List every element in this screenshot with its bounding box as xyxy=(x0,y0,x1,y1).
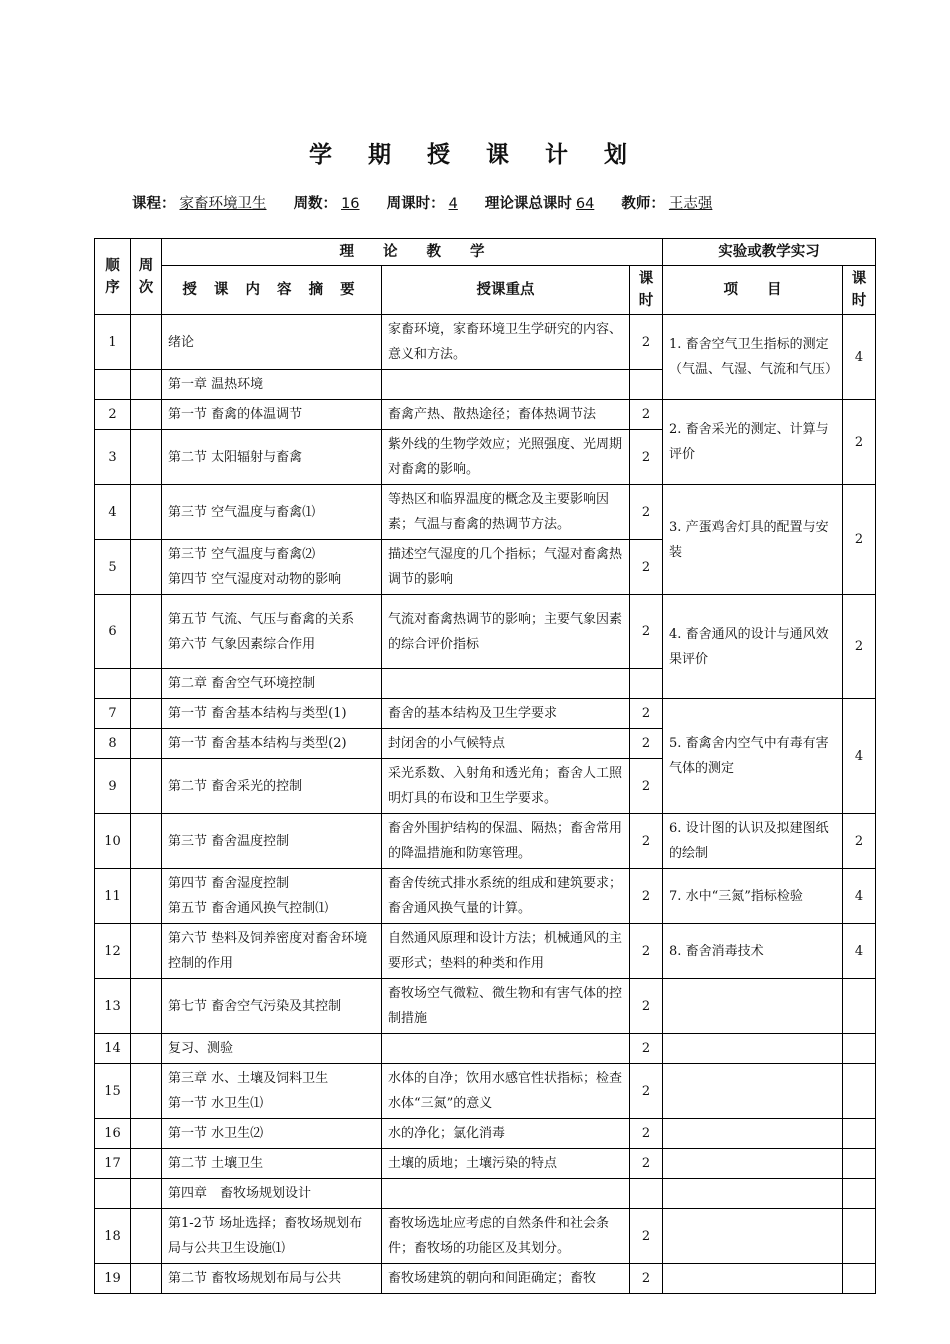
lab-hours: 2 xyxy=(843,595,876,699)
table-row xyxy=(95,869,876,924)
row-content: 第三节 空气温度与畜禽⑴ xyxy=(162,485,382,540)
row-number: 8 xyxy=(95,729,131,759)
course-value: 家畜环境卫生 xyxy=(179,196,267,212)
row-hours: 2 xyxy=(630,315,663,370)
row-week xyxy=(131,759,162,814)
lab-item: 7. 水中“三氮”指标检验 xyxy=(663,869,843,924)
row-content: 复习、测验 xyxy=(162,1034,382,1064)
table-row xyxy=(95,1064,876,1119)
row-number xyxy=(95,669,131,699)
table-row xyxy=(95,1034,876,1064)
week-header: 周次 xyxy=(131,239,162,315)
table-row xyxy=(95,1119,876,1149)
row-number: 6 xyxy=(95,595,131,669)
row-week xyxy=(131,595,162,669)
row-content: 第二节 太阳辐射与畜禽 xyxy=(162,430,382,485)
lab-hours-header: 课时 xyxy=(843,266,876,315)
row-week xyxy=(131,1064,162,1119)
row-hours: 2 xyxy=(630,1264,663,1294)
table-row xyxy=(95,814,876,869)
lab-hours: 4 xyxy=(843,924,876,979)
row-content: 第三章 水、土壤及饲料卫生 第一节 水卫生⑴ xyxy=(162,1064,382,1119)
row-key: 畜舍的基本结构及卫生学要求 xyxy=(382,699,630,729)
row-hours: 2 xyxy=(630,400,663,430)
row-hours: 2 xyxy=(630,1119,663,1149)
row-hours xyxy=(630,1179,663,1209)
lab-hours xyxy=(843,1064,876,1119)
table-row xyxy=(95,595,876,669)
row-number: 13 xyxy=(95,979,131,1034)
row-content: 第二章 畜舍空气环境控制 xyxy=(162,669,382,699)
row-hours: 2 xyxy=(630,595,663,669)
row-hours: 2 xyxy=(630,869,663,924)
row-hours: 2 xyxy=(630,1064,663,1119)
row-hours: 2 xyxy=(630,814,663,869)
row-content: 第三节 空气温度与畜禽⑵ 第四节 空气湿度对动物的影响 xyxy=(162,540,382,595)
lab-hours xyxy=(843,1034,876,1064)
row-week xyxy=(131,370,162,400)
teacher-label: 教师： xyxy=(621,196,665,212)
lab-hours xyxy=(843,1149,876,1179)
row-hours: 2 xyxy=(630,1034,663,1064)
row-number: 7 xyxy=(95,699,131,729)
lab-hours: 4 xyxy=(843,699,876,814)
row-hours xyxy=(630,370,663,400)
row-content: 第一节 畜舍基本结构与类型(1) xyxy=(162,699,382,729)
plan-rows xyxy=(95,315,876,1294)
row-key: 描述空气湿度的几个指标；气湿对畜禽热调节的影响 xyxy=(382,540,630,595)
table-row xyxy=(95,1264,876,1294)
hours-header: 课时 xyxy=(630,266,663,315)
table-row xyxy=(95,485,876,540)
row-content: 绪论 xyxy=(162,315,382,370)
row-week xyxy=(131,430,162,485)
row-content: 第一节 畜禽的体温调节 xyxy=(162,400,382,430)
table-row xyxy=(95,400,876,430)
row-week xyxy=(131,869,162,924)
row-key: 封闭舍的小气候特点 xyxy=(382,729,630,759)
row-week xyxy=(131,814,162,869)
row-key: 畜牧场建筑的朝向和间距确定；畜牧 xyxy=(382,1264,630,1294)
key-header: 授课重点 xyxy=(382,266,630,315)
row-content: 第一章 温热环境 xyxy=(162,370,382,400)
table-row xyxy=(95,979,876,1034)
row-content: 第五节 气流、气压与畜禽的关系 第六节 气象因素综合作用 xyxy=(162,595,382,669)
row-hours xyxy=(630,669,663,699)
table-row xyxy=(95,315,876,370)
total-label: 理论课总课时 xyxy=(484,196,572,212)
hours-label: 周课时： xyxy=(386,196,445,212)
lab-hours xyxy=(843,1179,876,1209)
lab-item xyxy=(663,979,843,1034)
row-content: 第1-2节 场址选择；畜牧场规划布局与公共卫生设施⑴ xyxy=(162,1209,382,1264)
row-week xyxy=(131,1209,162,1264)
row-key: 家畜环境，家畜环境卫生学研究的内容、意义和方法。 xyxy=(382,315,630,370)
plan-table xyxy=(94,238,876,1294)
row-content: 第六节 垫料及饲养密度对畜舍环境控制的作用 xyxy=(162,924,382,979)
item-header: 项 目 xyxy=(663,266,843,315)
lab-hours xyxy=(843,1209,876,1264)
row-content: 第二节 畜牧场规划布局与公共 xyxy=(162,1264,382,1294)
lab-item: 1. 畜舍空气卫生指标的测定（气温、气湿、气流和气压） xyxy=(663,315,843,400)
lab-item: 3. 产蛋鸡舍灯具的配置与安装 xyxy=(663,485,843,595)
row-key: 畜牧场空气微粒、微生物和有害气体的控制措施 xyxy=(382,979,630,1034)
row-number: 14 xyxy=(95,1034,131,1064)
row-key: 畜牧场选址应考虑的自然条件和社会条件；畜牧场的功能区及其划分。 xyxy=(382,1209,630,1264)
row-week xyxy=(131,1179,162,1209)
row-week xyxy=(131,540,162,595)
row-number xyxy=(95,1179,131,1209)
row-hours: 2 xyxy=(630,979,663,1034)
row-content: 第四节 畜舍湿度控制 第五节 畜舍通风换气控制⑴ xyxy=(162,869,382,924)
row-content: 第七节 畜舍空气污染及其控制 xyxy=(162,979,382,1034)
lab-hours: 4 xyxy=(843,869,876,924)
row-hours: 2 xyxy=(630,1149,663,1179)
row-number: 9 xyxy=(95,759,131,814)
lab-hours: 4 xyxy=(843,315,876,400)
row-key: 水的净化；氯化消毒 xyxy=(382,1119,630,1149)
lab-item xyxy=(663,1034,843,1064)
row-number: 5 xyxy=(95,540,131,595)
row-number: 12 xyxy=(95,924,131,979)
teacher-value: 王志强 xyxy=(668,196,713,212)
row-week xyxy=(131,669,162,699)
lab-item xyxy=(663,1064,843,1119)
row-number: 2 xyxy=(95,400,131,430)
row-hours: 2 xyxy=(630,924,663,979)
lab-item xyxy=(663,1264,843,1294)
row-number: 18 xyxy=(95,1209,131,1264)
table-row xyxy=(95,1149,876,1179)
row-content: 第二节 畜舍采光的控制 xyxy=(162,759,382,814)
table-row xyxy=(95,1209,876,1264)
lab-item: 2. 畜舍采光的测定、计算与评价 xyxy=(663,400,843,485)
row-number: 17 xyxy=(95,1149,131,1179)
row-hours: 2 xyxy=(630,759,663,814)
row-key: 土壤的质地；土壤污染的特点 xyxy=(382,1149,630,1179)
theory-header: 理 论 教 学 xyxy=(162,239,663,266)
lab-hours xyxy=(843,1264,876,1294)
row-key: 气流对畜禽热调节的影响；主要气象因素的综合评价指标 xyxy=(382,595,630,669)
row-week xyxy=(131,729,162,759)
row-week xyxy=(131,1149,162,1179)
row-content: 第一节 水卫生⑵ xyxy=(162,1119,382,1149)
table-row xyxy=(95,924,876,979)
lab-item: 6. 设计图的认识及拟建图纸的绘制 xyxy=(663,814,843,869)
row-hours: 2 xyxy=(630,540,663,595)
lab-hours xyxy=(843,1119,876,1149)
lab-item: 5. 畜禽舍内空气中有毒有害气体的测定 xyxy=(663,699,843,814)
row-key: 畜舍外围护结构的保温、隔热；畜舍常用的降温措施和防寒管理。 xyxy=(382,814,630,869)
row-key xyxy=(382,669,630,699)
course-label: 课程： xyxy=(132,196,176,212)
row-content: 第二节 土壤卫生 xyxy=(162,1149,382,1179)
row-number: 1 xyxy=(95,315,131,370)
row-number xyxy=(95,370,131,400)
row-key xyxy=(382,370,630,400)
row-week xyxy=(131,400,162,430)
row-number: 19 xyxy=(95,1264,131,1294)
total-value: 64 xyxy=(575,196,595,212)
row-week xyxy=(131,699,162,729)
row-key: 畜舍传统式排水系统的组成和建筑要求；畜舍通风换气量的计算。 xyxy=(382,869,630,924)
row-hours: 2 xyxy=(630,1209,663,1264)
row-number: 11 xyxy=(95,869,131,924)
lab-hours: 2 xyxy=(843,485,876,595)
course-info xyxy=(132,192,734,213)
lab-item xyxy=(663,1179,843,1209)
row-week xyxy=(131,979,162,1034)
lab-hours xyxy=(843,979,876,1034)
row-key: 采光系数、入射角和透光角；畜舍人工照明灯具的布设和卫生学要求。 xyxy=(382,759,630,814)
row-week xyxy=(131,924,162,979)
row-number: 3 xyxy=(95,430,131,485)
content-header: 授 课 内 容 摘 要 xyxy=(162,266,382,315)
row-key: 水体的自净；饮用水感官性状指标；检查水体“三氮”的意义 xyxy=(382,1064,630,1119)
row-content: 第三节 畜舍温度控制 xyxy=(162,814,382,869)
row-content: 第四章 畜牧场规划设计 xyxy=(162,1179,382,1209)
row-number: 4 xyxy=(95,485,131,540)
lab-item xyxy=(663,1209,843,1264)
row-key: 畜禽产热、散热途径；畜体热调节法 xyxy=(382,400,630,430)
row-week xyxy=(131,315,162,370)
lab-item xyxy=(663,1119,843,1149)
row-hours: 2 xyxy=(630,430,663,485)
row-key: 等热区和临界温度的概念及主要影响因素；气温与畜禽的热调节方法。 xyxy=(382,485,630,540)
lab-item xyxy=(663,1149,843,1179)
row-number: 16 xyxy=(95,1119,131,1149)
row-key: 自然通风原理和设计方法；机械通风的主要形式；垫料的种类和作用 xyxy=(382,924,630,979)
table-row xyxy=(95,1179,876,1209)
row-key xyxy=(382,1179,630,1209)
lab-item: 8. 畜舍消毒技术 xyxy=(663,924,843,979)
row-hours: 2 xyxy=(630,729,663,759)
row-content: 第一节 畜舍基本结构与类型(2) xyxy=(162,729,382,759)
lab-hours: 2 xyxy=(843,400,876,485)
row-week xyxy=(131,485,162,540)
row-key xyxy=(382,1034,630,1064)
hours-value: 4 xyxy=(448,196,458,212)
weeks-value: 16 xyxy=(341,196,360,212)
table-row xyxy=(95,699,876,729)
lab-hours: 2 xyxy=(843,814,876,869)
row-week xyxy=(131,1034,162,1064)
lab-item: 4. 畜舍通风的设计与通风效果评价 xyxy=(663,595,843,699)
weeks-label: 周数： xyxy=(293,196,338,212)
row-hours: 2 xyxy=(630,699,663,729)
row-number: 10 xyxy=(95,814,131,869)
row-hours: 2 xyxy=(630,485,663,540)
row-week xyxy=(131,1264,162,1294)
lab-header: 实验或教学实习 xyxy=(663,239,876,266)
row-key: 紫外线的生物学效应；光照强度、光周期对畜禽的影响。 xyxy=(382,430,630,485)
seq-header: 顺序 xyxy=(95,239,131,315)
row-number: 15 xyxy=(95,1064,131,1119)
row-week xyxy=(131,1119,162,1149)
page-title: 学 期 授 课 计 划 xyxy=(308,142,642,168)
